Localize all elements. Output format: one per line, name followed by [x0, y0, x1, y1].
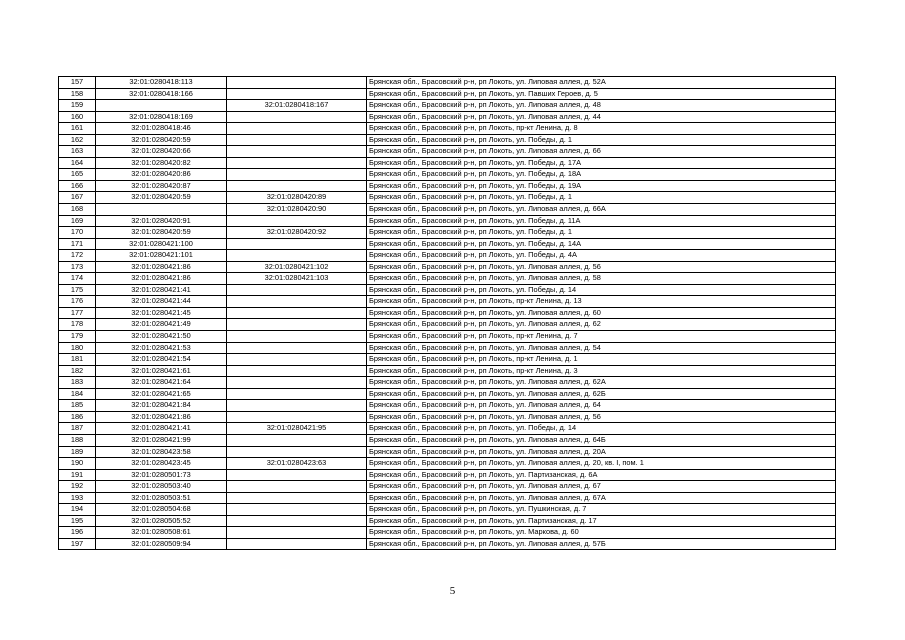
address-cell: Брянская обл., Брасовский р-н, рп Локоть, ул. Победы, д. 14А: [367, 238, 836, 250]
row-number-cell: 185: [59, 400, 96, 412]
secondary-cadastral-number-cell: [227, 527, 367, 539]
table-row: [59, 192, 836, 204]
table-row: [59, 238, 836, 250]
cadastral-number-cell: 32:01:0280504:68: [96, 504, 227, 516]
cadastral-number-cell: 32:01:0280508:61: [96, 527, 227, 539]
cadastral-number-cell: 32:01:0280421:65: [96, 388, 227, 400]
secondary-cadastral-number-cell: [227, 434, 367, 446]
row-number-cell: 165: [59, 169, 96, 181]
row-number-cell: 188: [59, 434, 96, 446]
secondary-cadastral-number-cell: [227, 146, 367, 158]
secondary-cadastral-number-cell: [227, 504, 367, 516]
secondary-cadastral-number-cell: 32:01:0280420:90: [227, 204, 367, 216]
property-register-table: [58, 76, 836, 550]
secondary-cadastral-number-cell: 32:01:0280421:103: [227, 273, 367, 285]
cadastral-number-cell: 32:01:0280420:59: [96, 192, 227, 204]
table-row: [59, 180, 836, 192]
secondary-cadastral-number-cell: [227, 388, 367, 400]
row-number-cell: 159: [59, 100, 96, 112]
address-cell: Брянская обл., Брасовский р-н, рп Локоть, ул. Липовая аллея, д. 56: [367, 411, 836, 423]
row-number-cell: 167: [59, 192, 96, 204]
secondary-cadastral-number-cell: [227, 515, 367, 527]
table-row: [59, 215, 836, 227]
cadastral-number-cell: 32:01:0280503:40: [96, 481, 227, 493]
cadastral-number-cell: 32:01:0280421:99: [96, 434, 227, 446]
secondary-cadastral-number-cell: [227, 400, 367, 412]
address-cell: Брянская обл., Брасовский р-н, рп Локоть, ул. Липовая аллея, д. 52А: [367, 77, 836, 89]
secondary-cadastral-number-cell: [227, 411, 367, 423]
row-number-cell: 193: [59, 492, 96, 504]
row-number-cell: 164: [59, 157, 96, 169]
table-row: [59, 434, 836, 446]
table-row: [59, 273, 836, 285]
secondary-cadastral-number-cell: [227, 538, 367, 550]
cadastral-number-cell: 32:01:0280421:45: [96, 307, 227, 319]
address-cell: Брянская обл., Брасовский р-н, рп Локоть, ул. Липовая аллея, д. 57Б: [367, 538, 836, 550]
secondary-cadastral-number-cell: [227, 284, 367, 296]
secondary-cadastral-number-cell: [227, 111, 367, 123]
address-cell: Брянская обл., Брасовский р-н, рп Локоть, ул. Победы, д. 18А: [367, 169, 836, 181]
cadastral-number-cell: 32:01:0280421:84: [96, 400, 227, 412]
table-row: [59, 134, 836, 146]
cadastral-number-cell: [96, 204, 227, 216]
row-number-cell: 169: [59, 215, 96, 227]
secondary-cadastral-number-cell: [227, 319, 367, 331]
cadastral-number-cell: 32:01:0280503:51: [96, 492, 227, 504]
cadastral-number-cell: 32:01:0280420:87: [96, 180, 227, 192]
cadastral-number-cell: 32:01:0280421:86: [96, 273, 227, 285]
table-body: [59, 77, 836, 550]
cadastral-number-cell: 32:01:0280420:86: [96, 169, 227, 181]
row-number-cell: 186: [59, 411, 96, 423]
cadastral-number-cell: 32:01:0280420:91: [96, 215, 227, 227]
table-row: [59, 88, 836, 100]
address-cell: Брянская обл., Брасовский р-н, рп Локоть, ул. Липовая аллея, д. 44: [367, 111, 836, 123]
address-cell: Брянская обл., Брасовский р-н, рп Локоть, ул. Победы, д. 14: [367, 423, 836, 435]
row-number-cell: 171: [59, 238, 96, 250]
address-cell: Брянская обл., Брасовский р-н, рп Локоть, ул. Победы, д. 4А: [367, 250, 836, 262]
row-number-cell: 172: [59, 250, 96, 262]
secondary-cadastral-number-cell: [227, 307, 367, 319]
row-number-cell: 157: [59, 77, 96, 89]
row-number-cell: 170: [59, 227, 96, 239]
cadastral-number-cell: 32:01:0280421:49: [96, 319, 227, 331]
address-cell: Брянская обл., Брасовский р-н, рп Локоть, ул. Павших Героев, д. 5: [367, 88, 836, 100]
table-row: [59, 111, 836, 123]
address-cell: Брянская обл., Брасовский р-н, рп Локоть, ул. Липовая аллея, д. 64Б: [367, 434, 836, 446]
table-row: [59, 100, 836, 112]
row-number-cell: 174: [59, 273, 96, 285]
address-cell: Брянская обл., Брасовский р-н, рп Локоть, ул. Победы, д. 1: [367, 134, 836, 146]
table-row: [59, 307, 836, 319]
cadastral-number-cell: 32:01:0280421:86: [96, 261, 227, 273]
cadastral-number-cell: 32:01:0280420:66: [96, 146, 227, 158]
cadastral-number-cell: 32:01:0280421:61: [96, 365, 227, 377]
address-cell: Брянская обл., Брасовский р-н, рп Локоть, ул. Победы, д. 1: [367, 192, 836, 204]
table-row: [59, 77, 836, 89]
row-number-cell: 181: [59, 354, 96, 366]
cadastral-number-cell: 32:01:0280509:94: [96, 538, 227, 550]
row-number-cell: 195: [59, 515, 96, 527]
row-number-cell: 168: [59, 204, 96, 216]
table-row: [59, 342, 836, 354]
row-number-cell: 194: [59, 504, 96, 516]
table-row: [59, 284, 836, 296]
table-row: [59, 377, 836, 389]
address-cell: Брянская обл., Брасовский р-н, рп Локоть, ул. Липовая аллея, д. 58: [367, 273, 836, 285]
address-cell: Брянская обл., Брасовский р-н, рп Локоть, ул. Липовая аллея, д. 66А: [367, 204, 836, 216]
row-number-cell: 175: [59, 284, 96, 296]
table-row: [59, 296, 836, 308]
secondary-cadastral-number-cell: [227, 88, 367, 100]
table-row: [59, 388, 836, 400]
secondary-cadastral-number-cell: [227, 134, 367, 146]
table-row: [59, 123, 836, 135]
cadastral-number-cell: 32:01:0280420:82: [96, 157, 227, 169]
row-number-cell: 197: [59, 538, 96, 550]
address-cell: Брянская обл., Брасовский р-н, рп Локоть, ул. Липовая аллея, д. 60: [367, 307, 836, 319]
row-number-cell: 196: [59, 527, 96, 539]
secondary-cadastral-number-cell: [227, 157, 367, 169]
secondary-cadastral-number-cell: 32:01:0280420:89: [227, 192, 367, 204]
address-cell: Брянская обл., Брасовский р-н, рп Локоть, ул. Липовая аллея, д. 62: [367, 319, 836, 331]
table-row: [59, 492, 836, 504]
secondary-cadastral-number-cell: [227, 215, 367, 227]
address-cell: Брянская обл., Брасовский р-н, рп Локоть, ул. Липовая аллея, д. 48: [367, 100, 836, 112]
cadastral-number-cell: 32:01:0280418:166: [96, 88, 227, 100]
secondary-cadastral-number-cell: [227, 77, 367, 89]
row-number-cell: 192: [59, 481, 96, 493]
row-number-cell: 160: [59, 111, 96, 123]
table-row: [59, 423, 836, 435]
cadastral-number-cell: 32:01:0280423:45: [96, 458, 227, 470]
cadastral-number-cell: 32:01:0280501:73: [96, 469, 227, 481]
row-number-cell: 158: [59, 88, 96, 100]
table-row: [59, 527, 836, 539]
table-row: [59, 458, 836, 470]
row-number-cell: 166: [59, 180, 96, 192]
cadastral-number-cell: 32:01:0280505:52: [96, 515, 227, 527]
table-row: [59, 146, 836, 158]
table-row: [59, 227, 836, 239]
address-cell: Брянская обл., Брасовский р-н, рп Локоть, пр-кт Ленина, д. 8: [367, 123, 836, 135]
address-cell: Брянская обл., Брасовский р-н, рп Локоть, пр-кт Ленина, д. 7: [367, 331, 836, 343]
row-number-cell: 182: [59, 365, 96, 377]
address-cell: Брянская обл., Брасовский р-н, рп Локоть, ул. Победы, д. 17А: [367, 157, 836, 169]
address-cell: Брянская обл., Брасовский р-н, рп Локоть, ул. Липовая аллея, д. 56: [367, 261, 836, 273]
row-number-cell: 178: [59, 319, 96, 331]
row-number-cell: 187: [59, 423, 96, 435]
row-number-cell: 189: [59, 446, 96, 458]
table-row: [59, 169, 836, 181]
row-number-cell: 162: [59, 134, 96, 146]
table-row: [59, 319, 836, 331]
secondary-cadastral-number-cell: [227, 169, 367, 181]
address-cell: Брянская обл., Брасовский р-н, рп Локоть, ул. Липовая аллея, д. 64: [367, 400, 836, 412]
secondary-cadastral-number-cell: [227, 238, 367, 250]
secondary-cadastral-number-cell: [227, 492, 367, 504]
cadastral-number-cell: 32:01:0280421:64: [96, 377, 227, 389]
row-number-cell: 191: [59, 469, 96, 481]
table-row: [59, 365, 836, 377]
secondary-cadastral-number-cell: [227, 481, 367, 493]
address-cell: Брянская обл., Брасовский р-н, рп Локоть, ул. Победы, д. 1: [367, 227, 836, 239]
address-cell: Брянская обл., Брасовский р-н, рп Локоть, пр-кт Ленина, д. 3: [367, 365, 836, 377]
cadastral-number-cell: 32:01:0280421:44: [96, 296, 227, 308]
table-row: [59, 504, 836, 516]
cadastral-number-cell: 32:01:0280418:113: [96, 77, 227, 89]
address-cell: Брянская обл., Брасовский р-н, рп Локоть, ул. Победы, д. 14: [367, 284, 836, 296]
cadastral-number-cell: 32:01:0280421:41: [96, 284, 227, 296]
address-cell: Брянская обл., Брасовский р-н, рп Локоть, ул. Липовая аллея, д. 20А: [367, 446, 836, 458]
table-row: [59, 469, 836, 481]
secondary-cadastral-number-cell: 32:01:0280421:95: [227, 423, 367, 435]
secondary-cadastral-number-cell: [227, 180, 367, 192]
address-cell: Брянская обл., Брасовский р-н, рп Локоть, ул. Пушкинская, д. 7: [367, 504, 836, 516]
table-row: [59, 354, 836, 366]
table-row: [59, 400, 836, 412]
cadastral-number-cell: 32:01:0280420:59: [96, 134, 227, 146]
table-row: [59, 411, 836, 423]
address-cell: Брянская обл., Брасовский р-н, рп Локоть, ул. Липовая аллея, д. 20, кв. I, пом. 1: [367, 458, 836, 470]
row-number-cell: 180: [59, 342, 96, 354]
secondary-cadastral-number-cell: [227, 250, 367, 262]
secondary-cadastral-number-cell: [227, 354, 367, 366]
cadastral-number-cell: 32:01:0280420:59: [96, 227, 227, 239]
secondary-cadastral-number-cell: [227, 446, 367, 458]
address-cell: Брянская обл., Брасовский р-н, рп Локоть, ул. Победы, д. 11А: [367, 215, 836, 227]
address-cell: Брянская обл., Брасовский р-н, рп Локоть, ул. Липовая аллея, д. 54: [367, 342, 836, 354]
row-number-cell: 177: [59, 307, 96, 319]
row-number-cell: 176: [59, 296, 96, 308]
cadastral-number-cell: 32:01:0280421:54: [96, 354, 227, 366]
cadastral-number-cell: 32:01:0280421:86: [96, 411, 227, 423]
secondary-cadastral-number-cell: 32:01:0280421:102: [227, 261, 367, 273]
row-number-cell: 190: [59, 458, 96, 470]
address-cell: Брянская обл., Брасовский р-н, рп Локоть, ул. Липовая аллея, д. 66: [367, 146, 836, 158]
address-cell: Брянская обл., Брасовский р-н, рп Локоть, ул. Липовая аллея, д. 67А: [367, 492, 836, 504]
table-row: [59, 515, 836, 527]
cadastral-number-cell: 32:01:0280423:58: [96, 446, 227, 458]
cadastral-number-cell: 32:01:0280421:101: [96, 250, 227, 262]
secondary-cadastral-number-cell: 32:01:0280418:167: [227, 100, 367, 112]
address-cell: Брянская обл., Брасовский р-н, рп Локоть, ул. Липовая аллея, д. 67: [367, 481, 836, 493]
row-number-cell: 173: [59, 261, 96, 273]
cadastral-number-cell: 32:01:0280421:53: [96, 342, 227, 354]
secondary-cadastral-number-cell: [227, 342, 367, 354]
secondary-cadastral-number-cell: 32:01:0280420:92: [227, 227, 367, 239]
secondary-cadastral-number-cell: [227, 331, 367, 343]
row-number-cell: 184: [59, 388, 96, 400]
table-row: [59, 261, 836, 273]
secondary-cadastral-number-cell: 32:01:0280423:63: [227, 458, 367, 470]
table-row: [59, 250, 836, 262]
secondary-cadastral-number-cell: [227, 469, 367, 481]
secondary-cadastral-number-cell: [227, 365, 367, 377]
cadastral-number-cell: 32:01:0280421:41: [96, 423, 227, 435]
table-row: [59, 481, 836, 493]
row-number-cell: 179: [59, 331, 96, 343]
table-row: [59, 446, 836, 458]
cadastral-number-cell: 32:01:0280421:50: [96, 331, 227, 343]
table-row: [59, 538, 836, 550]
table-row: [59, 157, 836, 169]
address-cell: Брянская обл., Брасовский р-н, рп Локоть, пр-кт Ленина, д. 13: [367, 296, 836, 308]
row-number-cell: 163: [59, 146, 96, 158]
cadastral-number-cell: [96, 100, 227, 112]
row-number-cell: 161: [59, 123, 96, 135]
page-number: 5: [449, 585, 456, 597]
secondary-cadastral-number-cell: [227, 377, 367, 389]
secondary-cadastral-number-cell: [227, 123, 367, 135]
address-cell: Брянская обл., Брасовский р-н, рп Локоть, ул. Липовая аллея, д. 62Б: [367, 388, 836, 400]
address-cell: Брянская обл., Брасовский р-н, рп Локоть, ул. Партизанская, д. 6А: [367, 469, 836, 481]
secondary-cadastral-number-cell: [227, 296, 367, 308]
address-cell: Брянская обл., Брасовский р-н, рп Локоть, пр-кт Ленина, д. 1: [367, 354, 836, 366]
address-cell: Брянская обл., Брасовский р-н, рп Локоть, ул. Победы, д. 19А: [367, 180, 836, 192]
cadastral-number-cell: 32:01:0280418:46: [96, 123, 227, 135]
cadastral-number-cell: 32:01:0280421:100: [96, 238, 227, 250]
table-row: [59, 331, 836, 343]
address-cell: Брянская обл., Брасовский р-н, рп Локоть, ул. Липовая аллея, д. 62А: [367, 377, 836, 389]
address-cell: Брянская обл., Брасовский р-н, рп Локоть, ул. Партизанская, д. 17: [367, 515, 836, 527]
table-row: [59, 204, 836, 216]
cadastral-number-cell: 32:01:0280418:169: [96, 111, 227, 123]
address-cell: Брянская обл., Брасовский р-н, рп Локоть, ул. Маркова, д. 60: [367, 527, 836, 539]
row-number-cell: 183: [59, 377, 96, 389]
